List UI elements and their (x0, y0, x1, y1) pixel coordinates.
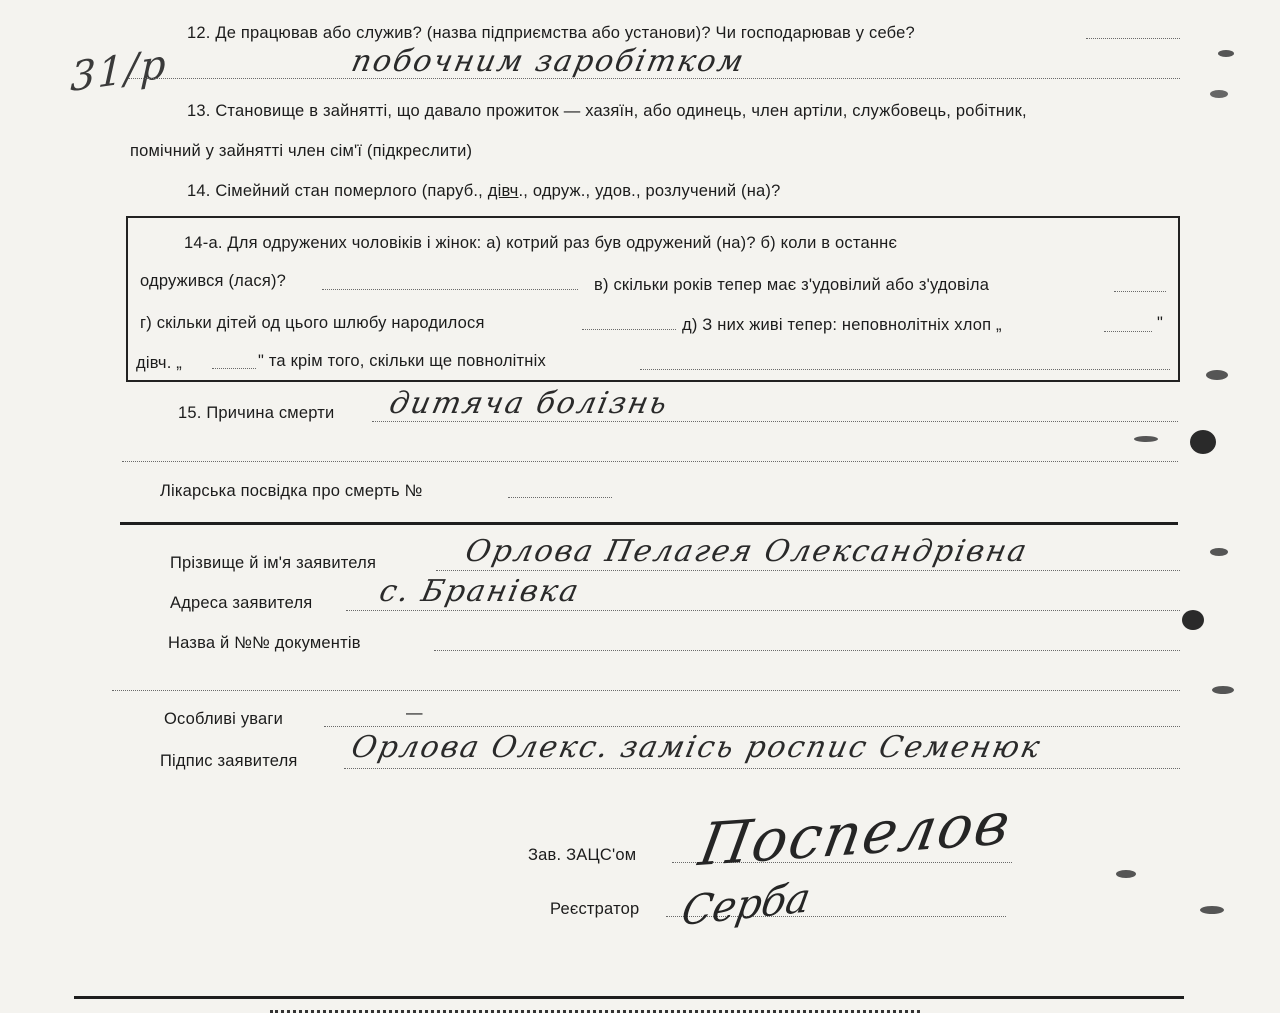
q14a-dots-3b (1104, 331, 1152, 332)
q14a-line-2a: одружився (лася)? (140, 272, 287, 290)
binding-hole-1 (1190, 430, 1216, 454)
declarant-signature-label: Підпис заявителя (160, 752, 298, 770)
declarant-name-value: Орлова Пелагея Олександрівна (462, 534, 1032, 569)
special-notes-label: Особливі уваги (164, 710, 284, 728)
q12-answer: побочним заробітком (348, 44, 749, 79)
q14a-dots-4a (212, 368, 256, 369)
q12-label: 12. Де працював або служив? (назва підприємства або установи)? Чи господарював у себе? (187, 24, 915, 42)
q14a-line-4b: " та крім того, скільки ще повнолітніх (258, 352, 546, 370)
q14-underlined-option: дівч (487, 182, 519, 200)
q14a-line-3c: " (1157, 314, 1164, 332)
q12-dotted-line-1 (1086, 38, 1180, 39)
declarant-address-label: Адреса заявителя (170, 594, 313, 612)
q14a-dots-3a (582, 329, 676, 330)
declarant-documents-dots-2 (112, 690, 1180, 691)
q13-line-2: помічний у зайнятті член сім'ї (підкреслити) (130, 142, 473, 160)
binding-hole-7 (1200, 906, 1224, 914)
q14a-line-2b: в) скільки років тепер має з'удовілий або з'удовіла (594, 276, 990, 294)
q14-marital-status (187, 182, 781, 201)
zags-head-label: Зав. ЗАЦС'ом (528, 846, 637, 864)
q15-label: 15. Причина смерти (178, 404, 335, 422)
binding-hole-9 (1210, 548, 1228, 556)
q14a-line-3b: д) З них живі тепер: неповнолітніх хлоп „ (682, 316, 1002, 334)
margin-note: 31/р (69, 40, 169, 102)
binding-hole-6 (1116, 870, 1136, 878)
q14a-line-4a: дівч. „ (136, 354, 182, 372)
binding-hole-8 (1218, 50, 1234, 57)
declarant-signature-dots (344, 768, 1180, 769)
q14a-line-1: 14-а. Для одружених чоловіків і жінок: а) котрий раз був одружений (на)? б) коли в останнє (184, 234, 898, 252)
declarant-name-label: Прізвище й ім'я заявителя (170, 554, 377, 572)
binding-hole-3 (1210, 90, 1228, 98)
declarant-documents-dots-1 (434, 650, 1180, 651)
declarant-documents-label: Назва й №№ документів (168, 634, 361, 652)
binding-hole-10 (1134, 436, 1158, 442)
declarant-address-value: с. Бранівка (376, 574, 584, 609)
q14a-dots-2a (322, 289, 578, 290)
medical-certificate-label: Лікарська посвідка про смерть № (160, 482, 423, 500)
section-divider (120, 522, 1178, 525)
zags-head-signature: Поспелов (694, 788, 1017, 880)
binding-hole-5 (1212, 686, 1234, 694)
q14-prefix: 14. Сімейний стан померлого (паруб., (187, 182, 488, 200)
binding-hole-2 (1182, 610, 1204, 630)
special-notes-dots (324, 726, 1180, 727)
q14a-line-3a: г) скільки дітей од цього шлюбу народилося (140, 314, 485, 332)
q15-dotted-line-2 (122, 461, 1178, 462)
declarant-signature-value: Орлова Олекс. замісь роспис Семенюк (348, 730, 1045, 765)
q15-dotted-line-1 (372, 421, 1178, 422)
special-notes-value: — (406, 704, 423, 722)
q15-answer: дитяча болізнь (386, 386, 672, 421)
declarant-address-dots (346, 610, 1180, 611)
registrar-label: Реєстратор (550, 900, 640, 918)
medical-certificate-dots (508, 497, 612, 498)
bottom-rule (74, 996, 1184, 999)
declarant-name-dots (436, 570, 1180, 571)
q13-line-1: 13. Становище в зайнятті, що давало прожиток — хазяїн, або одинець, член артіли, службовець, робітник, (187, 102, 1027, 120)
binding-hole-4 (1206, 370, 1228, 380)
registrar-signature: Серба (678, 874, 814, 936)
q14-suffix: ., одруж., удов., розлучений (на)? (518, 182, 781, 200)
q14a-dots-2b (1114, 291, 1166, 292)
q14a-dots-4b (640, 369, 1170, 370)
